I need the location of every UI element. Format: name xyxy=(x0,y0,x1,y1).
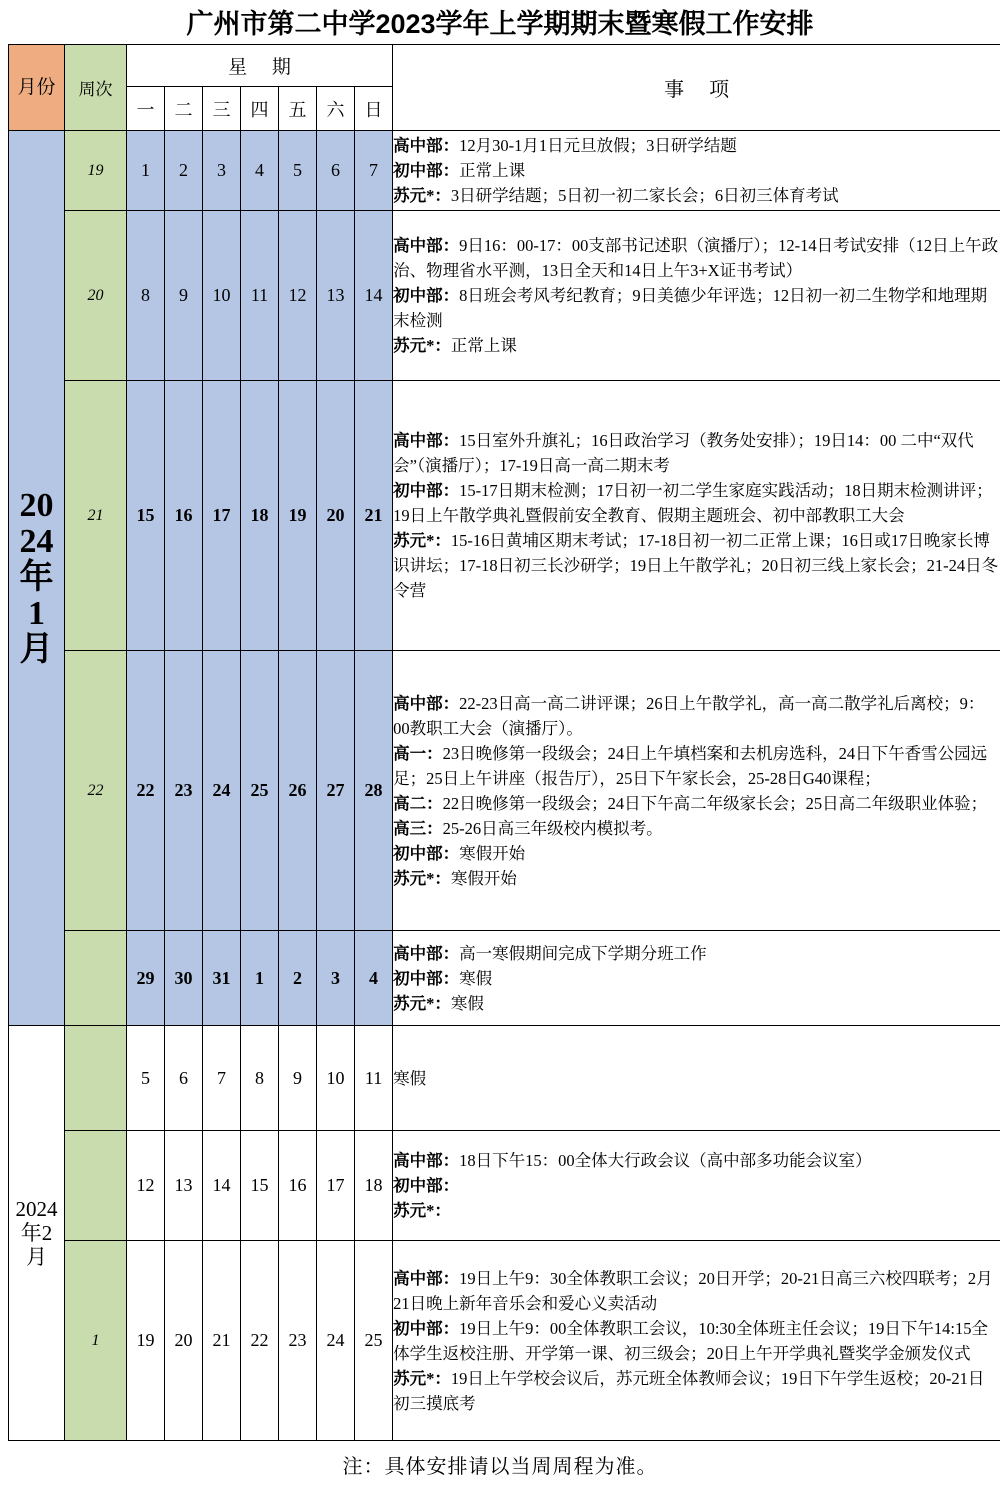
month-label-jan: 2024年1月 xyxy=(9,131,65,1026)
event-text: 寒假 xyxy=(393,1068,427,1088)
table-row xyxy=(9,931,1000,1026)
day-cell: 5 xyxy=(127,1026,165,1131)
event-line xyxy=(393,966,1000,991)
event-line xyxy=(393,1148,1000,1173)
event-text: 25-26日高三年级校内模拟考。 xyxy=(442,818,663,838)
day-cell: 15 xyxy=(127,381,165,651)
event-line xyxy=(393,791,1000,816)
header-event: 事 项 xyxy=(393,45,1000,131)
event-text: 正常上课 xyxy=(450,336,517,355)
event-line xyxy=(393,1366,1000,1416)
event-line xyxy=(393,1198,1000,1223)
event-text: 15日室外升旗礼；16日政治学习（教务处安排）；19日14：00 二中“双代会”（演播厅）；17-19日高一高二期末考 xyxy=(393,431,974,475)
day-cell: 9 xyxy=(165,211,203,381)
event-prefix: 苏元*： xyxy=(393,531,451,550)
day-cell: 8 xyxy=(241,1026,279,1131)
table-header xyxy=(9,45,1000,131)
day-cell: 3 xyxy=(203,131,241,211)
day-cell: 9 xyxy=(279,1026,317,1131)
event-line xyxy=(393,941,1000,966)
event-line xyxy=(393,991,1000,1016)
event-text: 15-16日黄埔区期末考试；17-18日初一初二正常上课；16日或17日晚家长博识讲坛；17-18日初三长沙研学；19日上午散学礼；20日初三线上家长会；21-24日冬令营 xyxy=(393,531,999,600)
event-cell xyxy=(393,131,1000,211)
week-number: 22 xyxy=(65,651,127,931)
day-cell: 10 xyxy=(203,211,241,381)
event-line xyxy=(393,841,1000,866)
day-cell: 7 xyxy=(203,1026,241,1131)
day-cell: 6 xyxy=(317,131,355,211)
day-cell: 24 xyxy=(317,1241,355,1441)
week-number xyxy=(65,1026,127,1131)
event-text: 12月30-1月1日元旦放假；3日研学结题 xyxy=(459,136,737,155)
event-prefix: 高二： xyxy=(393,793,443,813)
event-line xyxy=(393,1316,1000,1366)
day-cell: 12 xyxy=(279,211,317,381)
day-cell: 6 xyxy=(165,1026,203,1131)
event-line xyxy=(393,691,1000,741)
event-line xyxy=(393,816,1000,841)
day-cell: 8 xyxy=(127,211,165,381)
day-cell: 17 xyxy=(317,1131,355,1241)
day-cell: 10 xyxy=(317,1026,355,1131)
day-cell: 19 xyxy=(127,1241,165,1441)
day-cell: 30 xyxy=(165,931,203,1026)
day-cell: 20 xyxy=(165,1241,203,1441)
event-line xyxy=(393,741,1000,791)
event-text: 3日研学结题；5日初一初二家长会；6日初三体育考试 xyxy=(450,186,839,205)
header-weekday-sat: 六 xyxy=(317,87,355,131)
day-cell: 31 xyxy=(203,931,241,1026)
day-cell: 23 xyxy=(279,1241,317,1441)
event-line xyxy=(393,478,1000,528)
event-prefix: 高中部： xyxy=(393,693,460,713)
event-text: 寒假 xyxy=(450,993,484,1013)
table-row xyxy=(9,381,1000,651)
day-cell: 17 xyxy=(203,381,241,651)
event-prefix: 苏元*： xyxy=(393,1368,451,1388)
day-cell: 14 xyxy=(355,211,393,381)
event-prefix: 初中部： xyxy=(393,1176,460,1195)
event-prefix: 高一： xyxy=(393,743,443,763)
day-cell: 25 xyxy=(355,1241,393,1441)
day-cell: 20 xyxy=(317,381,355,651)
event-cell xyxy=(393,651,1000,931)
day-cell: 13 xyxy=(317,211,355,381)
event-cell xyxy=(393,1241,1000,1441)
event-prefix: 高中部： xyxy=(393,236,460,255)
event-text: 寒假 xyxy=(459,968,493,988)
day-cell: 28 xyxy=(355,651,393,931)
week-number xyxy=(65,1131,127,1241)
day-cell: 12 xyxy=(127,1131,165,1241)
event-line xyxy=(393,233,1000,283)
day-cell: 24 xyxy=(203,651,241,931)
day-cell: 18 xyxy=(241,381,279,651)
day-cell: 2 xyxy=(279,931,317,1026)
event-prefix: 苏元*： xyxy=(393,1201,451,1220)
day-cell: 7 xyxy=(355,131,393,211)
day-cell: 25 xyxy=(241,651,279,931)
event-prefix: 苏元*： xyxy=(393,186,451,205)
day-cell: 15 xyxy=(241,1131,279,1241)
table-row xyxy=(9,131,1000,211)
table-row xyxy=(9,1241,1000,1441)
header-month: 月份 xyxy=(9,45,65,131)
event-cell xyxy=(393,1131,1000,1241)
event-line xyxy=(393,428,1000,478)
table-row xyxy=(9,651,1000,931)
table-row xyxy=(9,1026,1000,1131)
event-text: 18日下午15：00全体大行政会议（高中部多功能会议室） xyxy=(459,1151,872,1170)
event-prefix: 初中部： xyxy=(393,968,460,988)
day-cell: 1 xyxy=(241,931,279,1026)
header-weekday-tue: 二 xyxy=(165,87,203,131)
event-prefix: 高中部： xyxy=(393,1151,460,1170)
day-cell: 1 xyxy=(127,131,165,211)
month-label-feb: 2024年2月 xyxy=(9,1026,65,1441)
day-cell: 22 xyxy=(241,1241,279,1441)
day-cell: 26 xyxy=(279,651,317,931)
event-line xyxy=(393,158,1000,183)
event-text: 寒假开始 xyxy=(459,843,526,863)
event-prefix: 高中部： xyxy=(393,136,460,155)
table-row xyxy=(9,211,1000,381)
day-cell: 13 xyxy=(165,1131,203,1241)
day-cell: 18 xyxy=(355,1131,393,1241)
table-row xyxy=(9,1131,1000,1241)
day-cell: 14 xyxy=(203,1131,241,1241)
day-cell: 16 xyxy=(279,1131,317,1241)
event-prefix: 初中部： xyxy=(393,286,460,305)
event-prefix: 苏元*： xyxy=(393,336,451,355)
event-prefix: 苏元*： xyxy=(393,993,451,1013)
week-number: 20 xyxy=(65,211,127,381)
day-cell: 11 xyxy=(355,1026,393,1131)
schedule-table xyxy=(8,44,1000,1441)
day-cell: 2 xyxy=(165,131,203,211)
event-prefix: 高中部： xyxy=(393,431,460,450)
event-text: 15-17日期末检测；17日初一初二学生家庭实践活动；18日期末检测讲评；19日上午散学典礼暨假前安全教育、假期主题班会、初中部教职工大会 xyxy=(393,481,993,525)
event-line xyxy=(393,183,1000,208)
day-cell: 21 xyxy=(203,1241,241,1441)
header-week: 周次 xyxy=(65,45,127,131)
event-line xyxy=(393,283,1000,333)
day-cell: 4 xyxy=(241,131,279,211)
event-text: 高一寒假期间完成下学期分班工作 xyxy=(459,943,707,963)
event-text: 9日16：00-17：00支部书记述职（演播厅）；12-14日考试安排（12日上午政治、物理省水平测，13日全天和14日上午3+X证书考试） xyxy=(393,236,999,280)
event-text: 23日晚修第一段级会；24日上午填档案和去机房选科，24日下午香雪公园远足；25日上午讲座（报告厅），25日下午家长会，25-28日G40课程； xyxy=(393,743,988,788)
event-prefix: 初中部： xyxy=(393,161,460,180)
header-weekday-wed: 三 xyxy=(203,87,241,131)
event-line xyxy=(393,866,1000,891)
footnote: 注：具体安排请以当周周程为准。 xyxy=(342,1456,658,1478)
event-text: 正常上课 xyxy=(459,161,526,180)
day-cell: 5 xyxy=(279,131,317,211)
header-weekday-thu: 四 xyxy=(241,87,279,131)
event-line xyxy=(393,528,1000,603)
header-row-1 xyxy=(9,45,1000,87)
event-line xyxy=(393,1173,1000,1198)
header-weekday-fri: 五 xyxy=(279,87,317,131)
event-text: 19日上午9：30全体教职工会议；20日开学；20-21日高三六校四联考；2月21日晚上新年音乐会和爱心义卖活动 xyxy=(393,1268,993,1313)
event-prefix: 初中部： xyxy=(393,843,460,863)
event-line xyxy=(393,333,1000,358)
day-cell: 23 xyxy=(165,651,203,931)
day-cell: 22 xyxy=(127,651,165,931)
day-cell: 4 xyxy=(355,931,393,1026)
day-cell: 21 xyxy=(355,381,393,651)
page-title: 广州市第二中学2023学年上学期期末暨寒假工作安排 xyxy=(186,9,814,39)
event-text: 22-23日高一高二讲评课；26日上午散学礼，高一高二散学礼后离校；9：00教职工大会（演播厅）。 xyxy=(393,693,985,738)
day-cell: 27 xyxy=(317,651,355,931)
week-number: 1 xyxy=(65,1241,127,1441)
event-line xyxy=(393,1066,1000,1091)
day-cell: 11 xyxy=(241,211,279,381)
day-cell: 3 xyxy=(317,931,355,1026)
day-cell: 19 xyxy=(279,381,317,651)
header-weekday-sun: 日 xyxy=(355,87,393,131)
event-cell xyxy=(393,1026,1000,1131)
event-text: 8日班会考风考纪教育；9日美德少年评选；12日初一初二生物学和地理期末检测 xyxy=(393,286,988,330)
header-weekday-group: 星 期 xyxy=(127,45,393,87)
event-prefix: 初中部： xyxy=(393,481,460,500)
table-body xyxy=(9,131,1000,1441)
event-line xyxy=(393,133,1000,158)
event-cell xyxy=(393,381,1000,651)
week-number: 21 xyxy=(65,381,127,651)
event-cell xyxy=(393,931,1000,1026)
day-cell: 16 xyxy=(165,381,203,651)
week-number xyxy=(65,931,127,1026)
event-cell xyxy=(393,211,1000,381)
event-prefix: 高中部： xyxy=(393,1268,460,1288)
event-text: 寒假开始 xyxy=(450,868,517,888)
event-text: 22日晚修第一段级会；24日下午高二年级家长会；25日高二年级职业体验； xyxy=(442,793,988,813)
event-prefix: 苏元*： xyxy=(393,868,451,888)
event-prefix: 高中部： xyxy=(393,943,460,963)
day-cell: 29 xyxy=(127,931,165,1026)
event-prefix: 高三： xyxy=(393,818,443,838)
header-weekday-mon: 一 xyxy=(127,87,165,131)
week-number: 19 xyxy=(65,131,127,211)
event-prefix: 初中部： xyxy=(393,1318,460,1338)
event-text: 19日上午9：00全体教职工会议，10:30全体班主任会议；19日下午14:15全体学生返校注册、开学第一课、初三级会；20日上午开学典礼暨奖学金颁发仪式 xyxy=(393,1318,989,1363)
event-line xyxy=(393,1266,1000,1316)
event-text: 19日上午学校会议后，苏元班全体教师会议；19日下午学生返校；20-21日初三摸底考 xyxy=(393,1368,985,1413)
